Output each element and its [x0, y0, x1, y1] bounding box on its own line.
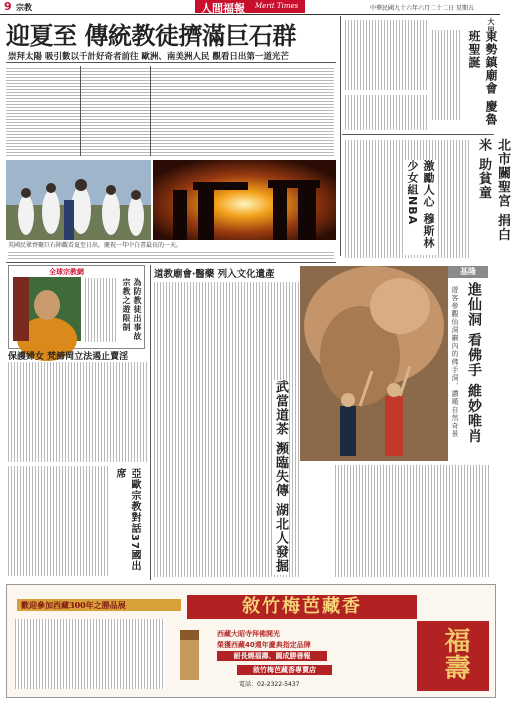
monk-photo — [13, 277, 81, 341]
page-header — [0, 0, 500, 15]
right-mid-headline: 北市關聖宮 捐白米 助貧童 — [476, 138, 510, 242]
ad-side-panel — [417, 621, 489, 691]
lead-body-text — [6, 66, 334, 156]
feature-topic: 道教廟會‧醫藥 列入文化遺產 — [154, 269, 275, 280]
ad-brand: 敘竹梅芭藏香 — [187, 595, 417, 619]
cave-body — [335, 465, 490, 577]
ad-side-text: 福壽 — [440, 627, 470, 681]
cave-subhead: 遊客參觀仙洞巖內的佛手洞，讚嘆自然奇景 — [451, 286, 459, 438]
right-top-kicker: 大甲 — [487, 18, 495, 34]
ad-banner: 歡迎參加西藏300年之勝品展 — [17, 599, 181, 611]
advertisement[interactable] — [6, 584, 496, 698]
ad-tag: 耐長燒福壽、圓成勝善報 — [217, 651, 327, 661]
lead-headline: 迎夏至 傳統教徒擠滿巨石群 — [6, 21, 296, 50]
masthead-english: Merit Times — [255, 2, 299, 10]
masthead-title: 人間福報 — [201, 2, 245, 15]
cave-photo — [300, 266, 448, 461]
lead-subhead: 崇拜太陽 吸引數以千計好奇者前往 歐洲、南美洲人民 觀看日出第一道光芒 — [8, 52, 289, 62]
ad-line-1: 西藏大昭寺拜佛開光 — [217, 630, 280, 638]
world-news-headline: 為防教徒出事故 宗教之遊限制 — [122, 278, 142, 341]
lead-photo-sunrise — [153, 160, 336, 240]
ad-product-image — [172, 625, 207, 685]
lead-photo-crowd — [6, 160, 151, 240]
page-number: 9 — [4, 0, 12, 13]
issue-date: 中華民國九十六年六月二十二日 星期五 — [370, 5, 474, 12]
right-top-headline: 東勢鎮廟會 慶魯班聖誕 — [467, 30, 498, 127]
cave-badge: 基隆 — [448, 266, 488, 278]
women-body — [8, 362, 148, 462]
cave-headline: 進仙洞 看佛手 維妙唯肖 — [466, 282, 482, 444]
women-headline: 保護婦女 梵諦岡立法遏止賣淫 — [8, 352, 129, 362]
mid-column-headline: 激勵人心 穆斯林少女組NBA — [404, 160, 436, 255]
ad-contact: 敘竹梅芭藏香專賣店 — [237, 665, 332, 675]
ad-line-2: 榮獲西藏40週年慶典指定品牌 — [217, 641, 311, 649]
world-news-box — [8, 265, 145, 349]
feature-headline: 武當道茶 瀕臨失傳 湖北人發掘 — [273, 380, 288, 574]
asia-headline: 亞歐宗教對話37國出席 — [114, 468, 140, 572]
right-top-body — [345, 20, 429, 90]
lead-photo-caption: 英國民眾齊聚巨石陣觀看夏至日出，慶祝一年中白晝最長的一天。 — [8, 242, 183, 249]
masthead — [195, 0, 305, 13]
ad-phone: 電話：02-2322-5437 — [239, 681, 300, 688]
world-news-label: 全球宗教網 — [49, 268, 84, 276]
section-label: 宗教 — [16, 3, 32, 12]
